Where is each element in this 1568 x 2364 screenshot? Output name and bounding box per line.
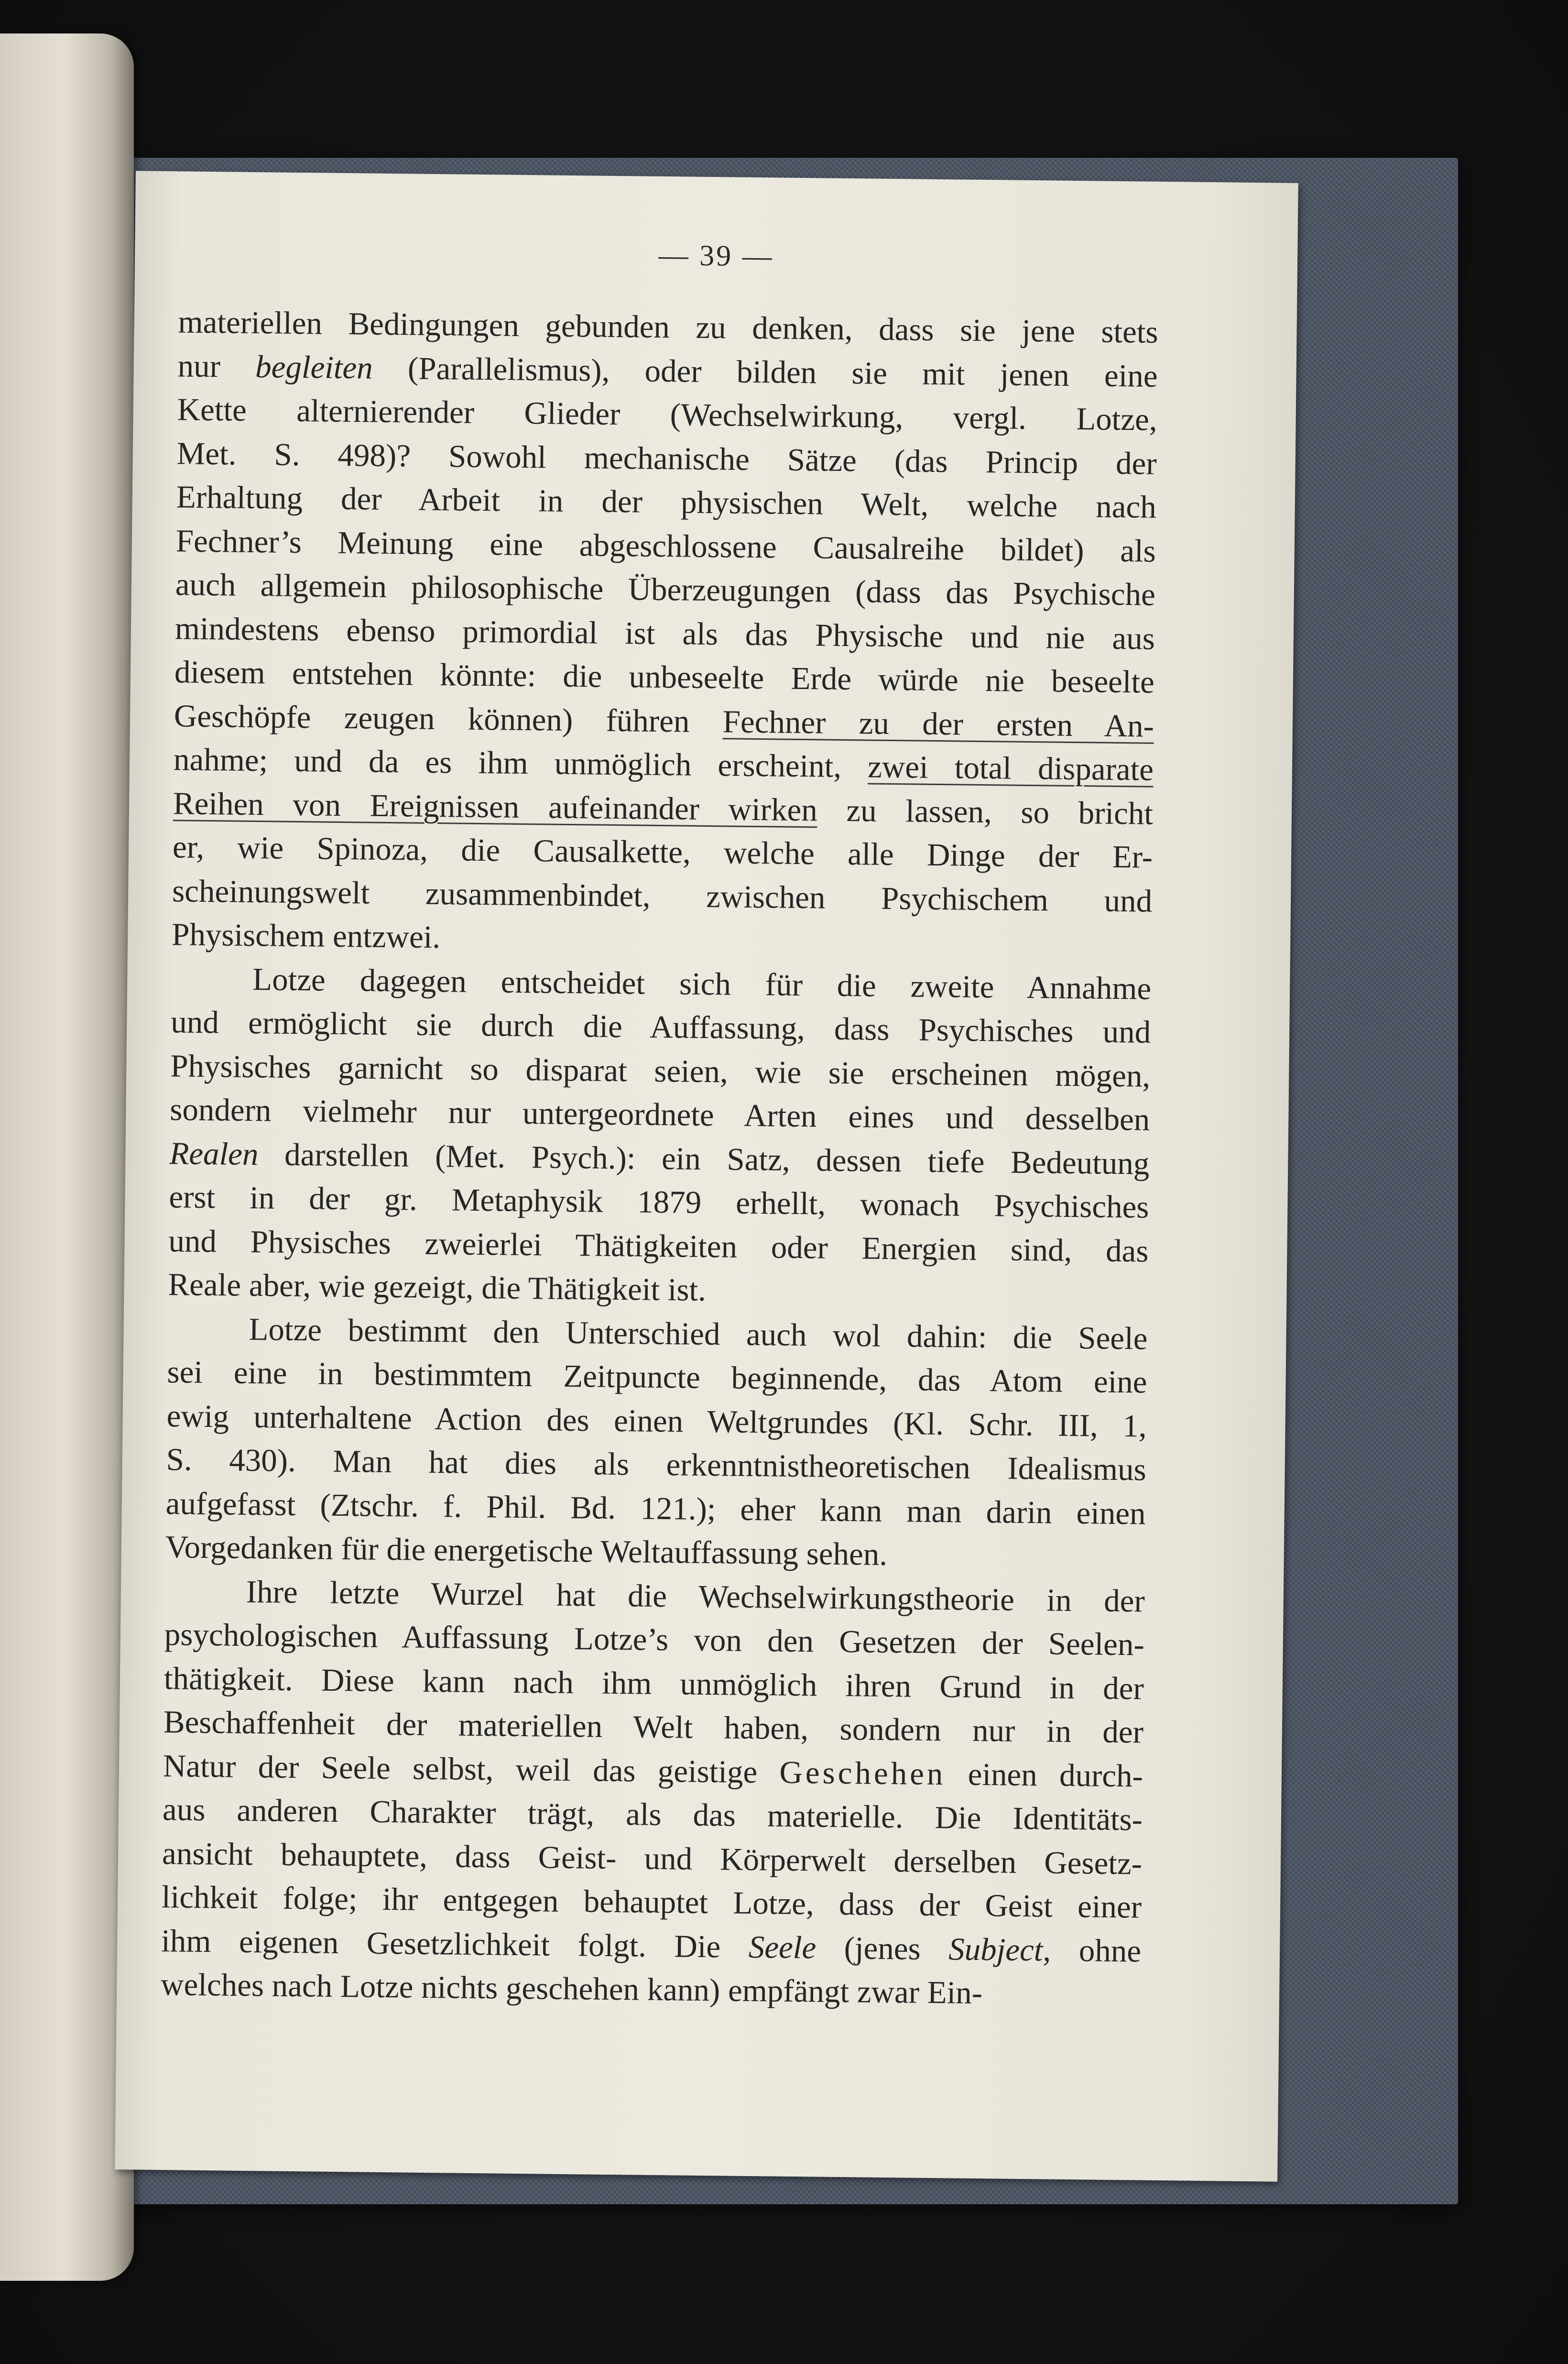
text-run: Vorgedanken für die energetische Weltauffassung sehen.: [165, 1529, 888, 1573]
text-run: (Parallelismus), oder bilden sie mit jenen eine: [372, 350, 1158, 394]
text-run: zu lassen, so bricht: [817, 792, 1154, 832]
text-run: nur: [177, 348, 256, 384]
text-run: Ihre letzte Wurzel hat die Wechselwirkungstheorie in der: [246, 1574, 1145, 1619]
text-run: ohne: [1050, 1932, 1142, 1969]
text-run: aus anderen Charakter trägt, als das materielle. Die Identitäts-: [162, 1792, 1143, 1838]
text-run: Lotze bestimmt den Unterschied auch wol dahin: die Seele: [249, 1311, 1148, 1357]
text-run: darstellen (Met. Psych.): ein Satz, dessen tiefe Bedeutung: [258, 1136, 1150, 1182]
text-run: aufgefasst (Ztschr. f. Phil. Bd. 121.); eher kann man darin einen: [165, 1485, 1146, 1532]
text-run: Physischem entzwei.: [171, 917, 441, 955]
text-run: und Physisches zweierlei Thätigkeiten oder Energien sind, das: [168, 1223, 1149, 1269]
text-run: ansicht behauptete, dass Geist- und Körperwelt derselben Gesetz-: [162, 1835, 1143, 1882]
text-run: S. 430). Man hat dies als erkenntnistheoretischen Idealismus: [166, 1442, 1147, 1488]
text-run: Met. S. 498)? Sowohl mechanische Sätze (das Princip der: [176, 435, 1157, 482]
text-run: Geschöpfe zeugen können) führen: [174, 698, 723, 739]
underlined-text: zwei total disparate: [867, 749, 1154, 788]
italic-term: begleiten: [255, 349, 373, 386]
text-run: einen durch-: [946, 1756, 1143, 1794]
text-run: Beschaffenheit der materiellen Welt haben, sondern nur in der: [163, 1704, 1144, 1750]
text-run: Reale aber, wie gezeigt, die Thätigkeit ist.: [168, 1267, 707, 1308]
text-run: Erhaltung der Arbeit in der physischen Welt, welche nach: [176, 479, 1157, 525]
text-run: thätigkeit. Diese kann nach ihm unmöglich ihren Grund in der: [163, 1660, 1144, 1707]
paragraph: [165, 1307, 1148, 1579]
book-page: [115, 171, 1298, 2181]
paragraph: [168, 957, 1152, 1317]
italic-term: Realen: [169, 1135, 259, 1172]
text-run: auch allgemein philosophische Überzeugungen (dass das Psychische: [175, 567, 1156, 613]
italic-term: Seele: [748, 1929, 817, 1965]
text-run: nahme; und da es ihm unmöglich erscheint,: [173, 742, 868, 785]
page-number: — 39 —: [658, 239, 774, 273]
facing-page-edge: [0, 33, 134, 2281]
paragraph: [161, 1569, 1145, 2017]
text-run: sei eine in bestimmtem Zeitpuncte beginnende, das Atom eine: [167, 1354, 1147, 1400]
text-run: erst in der gr. Metaphysik 1879 erhellt, wonach Psychisches: [169, 1179, 1149, 1225]
text-run: diesem entstehen könnte: die unbeseelte Erde würde nie beseelte: [174, 654, 1155, 700]
text-run: lichkeit folge; ihr entgegen behauptet Lotze, dass der Geist einer: [161, 1879, 1142, 1925]
text-run: Fechner’s Meinung eine abgeschlossene Causalreihe bildet) als: [175, 523, 1156, 569]
text-run: ihm eigenen Gesetzlichkeit folgt. Die: [161, 1923, 749, 1965]
text-run: ewig unterhaltene Action des einen Weltgrundes (Kl. Schr. III, 1,: [166, 1398, 1147, 1444]
text-run: mindestens ebenso primordial ist als das Physische und nie aus: [174, 610, 1155, 657]
body-text: [161, 300, 1158, 2017]
text-run: und ermöglicht sie durch die Auffassung, dass Psychisches und: [170, 1004, 1151, 1050]
spaced-term: Geschehen: [779, 1754, 946, 1792]
text-run: sondern vielmehr nur untergeordnete Arten eines und desselben: [170, 1092, 1150, 1138]
text-run: welches nach Lotze nichts geschehen kann) empfängt zwar Ein-: [160, 1967, 983, 2011]
text-run: Lotze dagegen entscheidet sich für die zweite Annahme: [252, 961, 1152, 1007]
underlined-text: Fechner zu der ersten An-: [722, 703, 1154, 744]
underlined-text: Reihen von Ereignissen aufeinander wirken: [173, 785, 818, 828]
text-run: Natur der Seele selbst, weil das geistige: [163, 1748, 780, 1790]
paragraph: [172, 300, 1158, 967]
text-run: (jenes: [816, 1929, 949, 1967]
text-run: Physisches garnicht so disparat seien, wie sie erscheinen mögen,: [170, 1048, 1151, 1094]
text-run: Kette alternierender Glieder (Wechselwirkung, vergl. Lotze,: [177, 392, 1158, 438]
text-run: er, wie Spinoza, die Causalkette, welche alle Dinge der Er-: [172, 829, 1153, 875]
text-run: psychologischen Auffassung Lotze’s von den Gesetzen der Seelen-: [164, 1617, 1145, 1663]
text-run: materiellen Bedingungen gebunden zu denken, dass sie jene stets: [178, 304, 1158, 350]
text-run: scheinungswelt zusammenbindet, zwischen Psychischem und: [172, 873, 1153, 919]
italic-term: Subject,: [948, 1931, 1051, 1968]
